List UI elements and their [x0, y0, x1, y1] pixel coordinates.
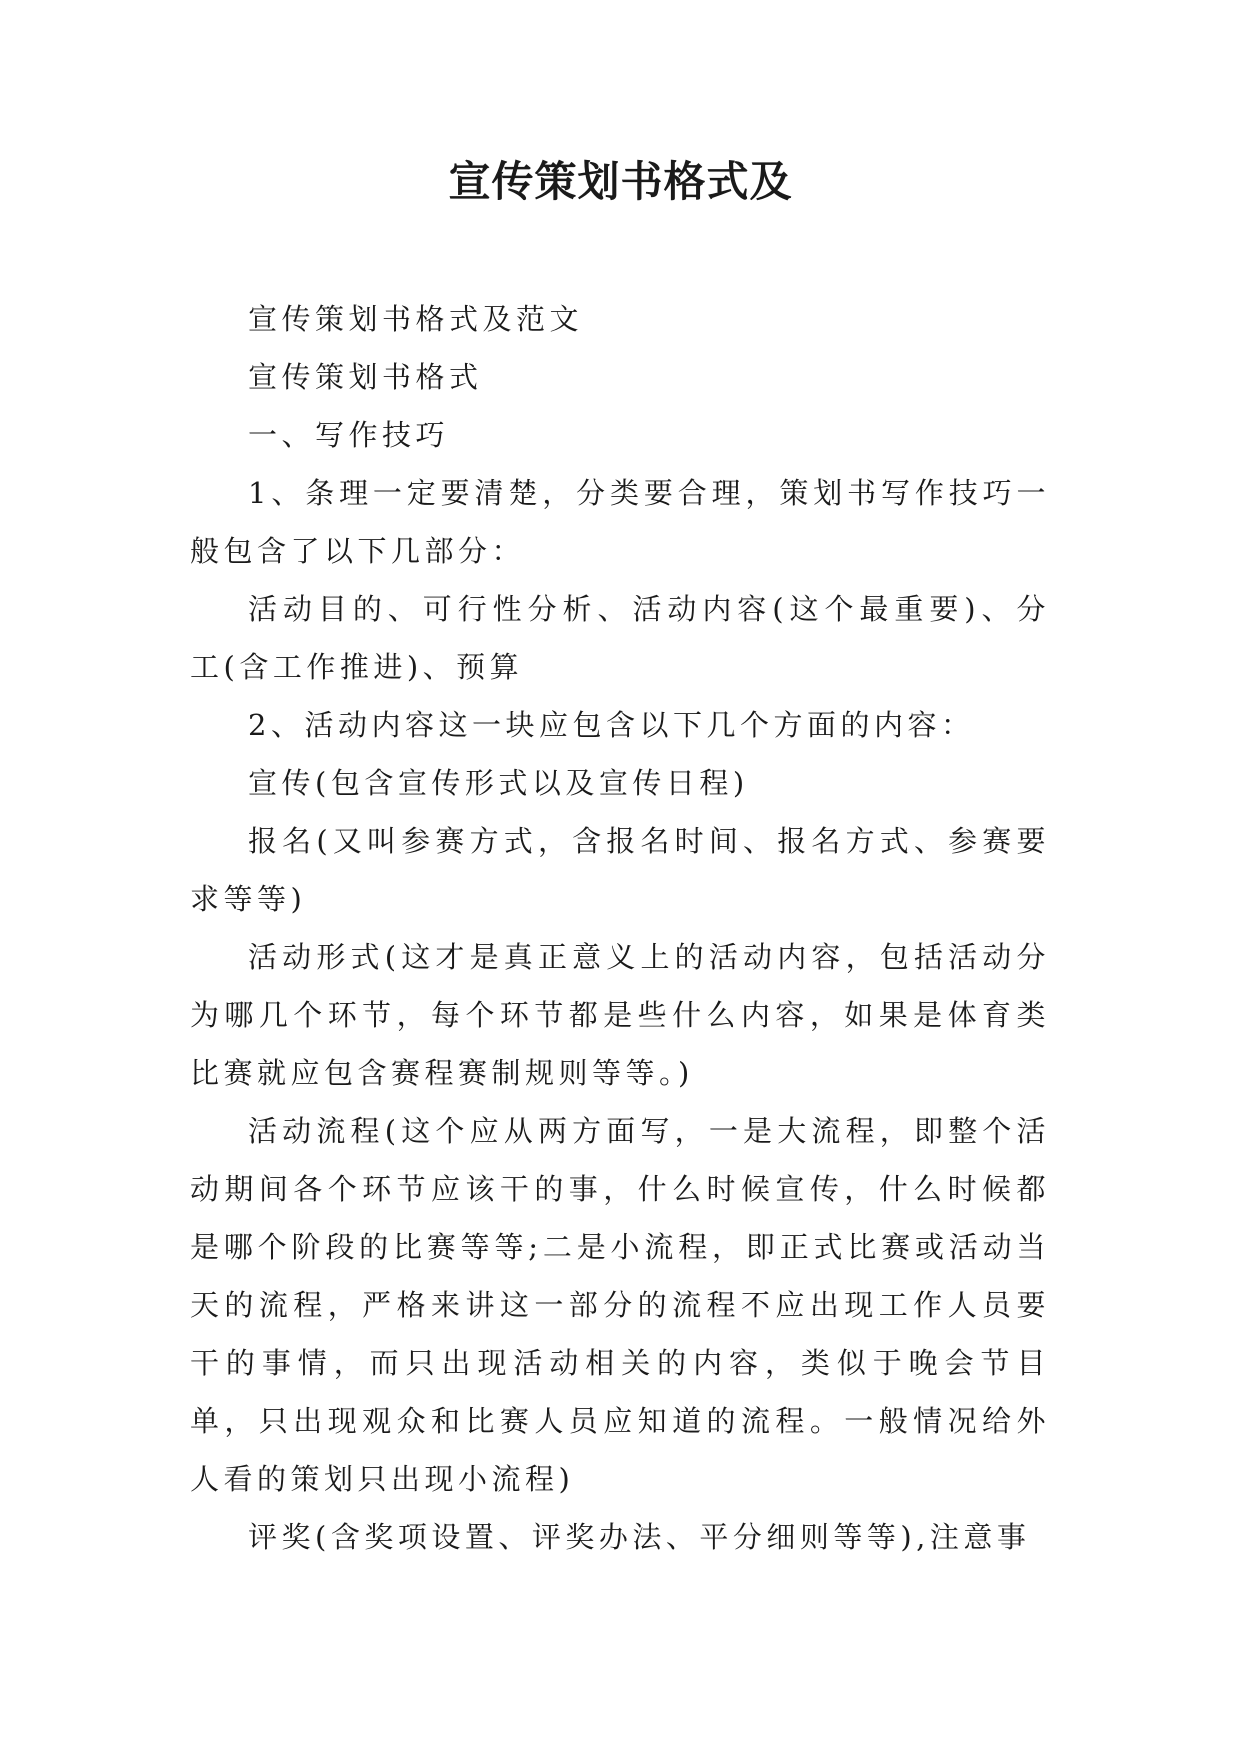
paragraph: 宣传(包含宣传形式以及宣传日程) [248, 766, 749, 800]
paragraph: 活动目的、可行性分析、活动内容(这个最重要)、分工(含工作推进)、预算 [190, 592, 1050, 684]
paragraph: 活动流程(这个应从两方面写，一是大流程，即整个活动期间各个环节应该干的事，什么时候宣传，什么时候都是哪个阶段的比赛等等;二是小流程，即正式比赛或活动当天的流程，严格来讲这一部分的流程不应出现工作人员要干的事情，而只出现活动相关的内容，类似于晚会节目单，只出现观众和比赛人员应知道的流程。一般情况给外人看的策划只出现小流程) [190, 1114, 1050, 1496]
paragraph: 宣传策划书格式 [248, 360, 483, 394]
paragraph: 评奖(含奖项设置、评奖办法、平分细则等等),注意事 [248, 1520, 1031, 1554]
document-body [190, 290, 1050, 1566]
document-title: 宣传策划书格式及 [448, 157, 793, 206]
paragraph: 活动形式(这才是真正意义上的活动内容，包括活动分为哪几个环节，每个环节都是些什么内容，如果是体育类比赛就应包含赛程赛制规则等等。) [190, 940, 1050, 1090]
paragraph: 报名(又叫参赛方式，含报名时间、报名方式、参赛要求等等) [190, 824, 1050, 916]
paragraph: 1、条理一定要清楚，分类要合理，策划书写作技巧一般包含了以下几部分： [190, 476, 1050, 568]
paragraph: 一、写作技巧 [248, 418, 450, 452]
paragraph: 2、活动内容这一块应包含以下几个方面的内容： [248, 708, 975, 742]
paragraph: 宣传策划书格式及范文 [248, 302, 584, 336]
